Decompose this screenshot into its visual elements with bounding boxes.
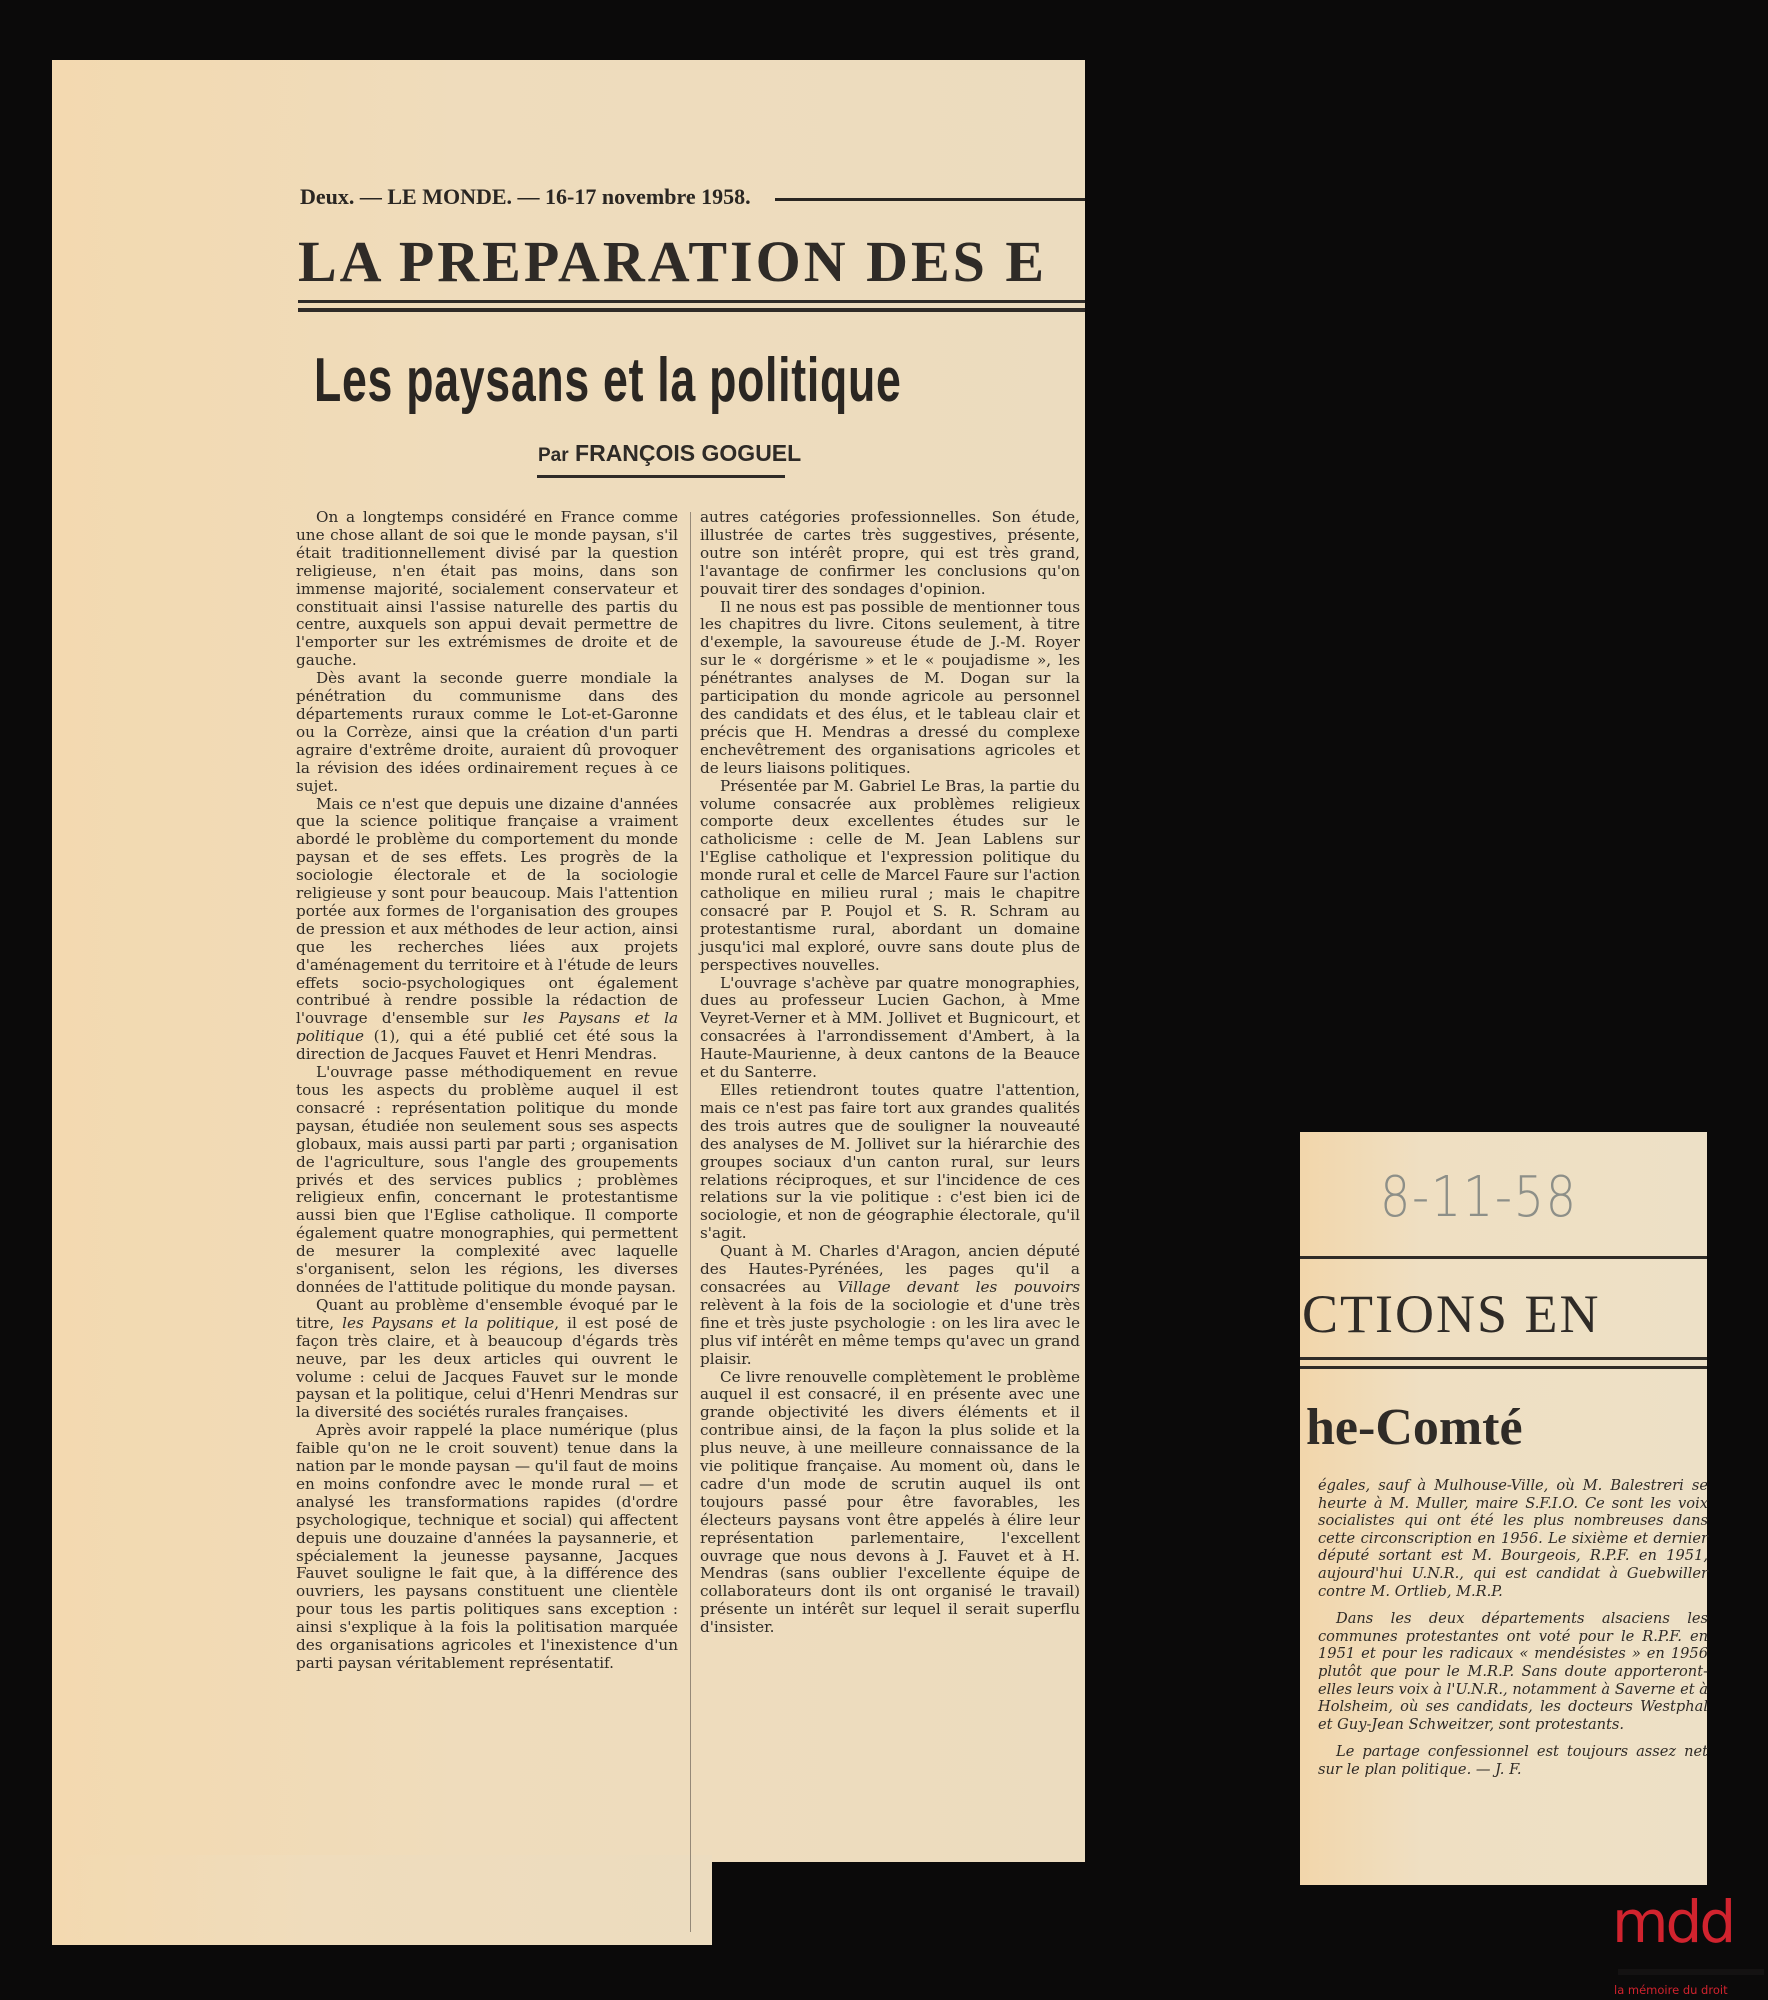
paragraph: Après avoir rappelé la place numérique (plus faible qu'on ne le croit souvent) tenue dans la nation par le monde paysan — qu'il faut de moins en moins confondre avec le monde rural — et analysé les transformations rapides (d'ordre psychologique, technique et social) qui affectent depuis une douzaine d'années la paysannerie, et spécialement la jeunesse paysanne, Jacques Fauvet souligne le fait que, à la différence des ouvriers, les paysans constituent une clientèle pour tous les partis politiques sans exception : ainsi s'explique à la fois la politisation marquée des organisations agricoles et l'inexistence d'un parti paysan véritablement représentatif. bbox=[296, 1421, 678, 1672]
right-section-title: CTIONS EN bbox=[1302, 1284, 1601, 1344]
paragraph: Dans les deux départements alsaciens les communes protestantes ont voté pour le R.P.F. en 1951 et pour les radicaux « mendésistes » en 1956 plutôt que pour le M.R.P. Sans doute apporteront-elles leurs voix à l'U.N.R., notamment à Saverne et à Holsheim, où ses candidats, les docteurs Westphal et Guy-Jean Schweitzer, sont protestants. bbox=[1318, 1610, 1708, 1733]
byline bbox=[538, 440, 801, 467]
logo-bar bbox=[1618, 1969, 1764, 1975]
right-headline: he-Comté bbox=[1306, 1399, 1523, 1456]
logo-tagline: la mémoire du droit bbox=[1614, 1983, 1728, 1997]
paragraph: Mais ce n'est que depuis une dizaine d'années que la science politique française a vraiment abordé le problème du comportement du monde paysan et de ses effets. Les progrès de la sociologie électorale et de la sociologie religieuse y sont pour beaucoup. Mais l'attention portée aux formes de l'organisation des groupes de pression et aux méthodes de leur action, ainsi que les recherches liées aux projets d'aménagement du territoire et à l'étude de leurs effets socio-psychologiques ont également contribué à rendre possible la rédaction de l'ouvrage d'ensemble sur les Paysans et la politique (1), qui a été publié cet été sous la direction de Jacques Fauvet et Henri Mendras. bbox=[296, 794, 678, 1064]
main-newspaper-clipping-bottom bbox=[52, 1855, 712, 1945]
byline-prefix: Par bbox=[538, 445, 569, 466]
handwritten-date: 8-11-58 bbox=[1380, 1165, 1578, 1230]
paragraph: Quant au problème d'ensemble évoqué par le titre, les Paysans et la politique, il est posé de façon très claire, et à beaucoup d'égards très neuve, par les deux articles qui ouvrent le volume : celui de Jacques Fauvet sur le monde paysan et la politique, celui d'Henri Mendras sur la diversité des sociétés rurales françaises. bbox=[296, 1295, 678, 1422]
book-title: les Paysans et la politique bbox=[296, 1009, 678, 1046]
column-divider bbox=[690, 512, 691, 1932]
book-title: les Paysans et la politique bbox=[342, 1313, 555, 1332]
right-rule-top bbox=[1300, 1256, 1707, 1259]
paragraph: On a longtemps considéré en France comme une chose allant de soi que le monde paysan, s'il était traditionnellement divisé par la question religieuse, n'en était pas moins, dans son immense majorité, socialement conservateur et constituait ainsi l'assise naturelle des partis du centre, auxquels son appui devait permettre de l'emporter sur les extrémismes de droite et de gauche. bbox=[296, 508, 678, 670]
paragraph: Présentée par M. Gabriel Le Bras, la partie du volume consacrée aux problèmes religieux comporte deux excellentes études sur le catholicisme : celle de M. Jean Lablens sur l'Eglise catholique et l'expression politique du monde rural et celle de Marcel Faure sur l'action catholique en milieu rural ; mais le chapitre consacré par P. Poujol et S. R. Schram au protestantisme rural, abordant un domaine jusqu'ici mal exploré, ouvre sans doute plus de perspectives nouvelles. bbox=[700, 776, 1080, 974]
paragraph: L'ouvrage s'achève par quatre monographies, dues au professeur Lucien Gachon, à Mme Veyret-Verner et à MM. Jollivet et Bugnicourt, et consacrées à l'arrondissement d'Ambert, à la Haute-Maurienne, à deux cantons de la Beauce et du Santerre. bbox=[700, 973, 1080, 1082]
section-rule-bottom bbox=[298, 308, 1085, 312]
dateline: Deux. — LE MONDE. — 16-17 novembre 1958. bbox=[300, 184, 751, 209]
paragraph: Elles retiendront toutes quatre l'attention, mais ce n'est pas faire tort aux grandes qualités des trois autres que de souligner la nouveauté des analyses de M. Jollivet sur la hiérarchie des groupes sociaux d'un canton rural, sur leurs relations réciproques, et sur l'incidence de ces relations sur la vie politique : c'est bien ici de sociologie, et non de géographie électorale, qu'il s'agit. bbox=[700, 1081, 1080, 1243]
book-title: Village devant les pouvoirs bbox=[837, 1277, 1081, 1296]
mdd-logo bbox=[1612, 1888, 1768, 2000]
right-article-text bbox=[1318, 1477, 1708, 1789]
section-rule-top bbox=[298, 300, 1085, 303]
paragraph: Ce livre renouvelle complètement le problème auquel il est consacré, il en présente avec une grande objectivité les divers éléments et il contribue ainsi, de la façon la plus solide et la plus neuve, à une meilleure connaissance de la vie politique française. Au moment où, dans le cadre d'un mode de scrutin auquel ils ont toujours passé pour être favorables, les électeurs paysans vont être appelés à élire leur représentation parlementaire, l'excellent ouvrage que nous devons à J. Fauvet et à H. Mendras (sans oublier l'excellente équipe de collaborateurs dont ils ont organisé le travail) présente un intérêt sur lequel il serait superflu d'insister. bbox=[700, 1367, 1080, 1637]
article-column-1 bbox=[296, 509, 678, 1673]
article-column-2 bbox=[700, 509, 1080, 1637]
paragraph: Le partage confessionnel est toujours assez net sur le plan politique. — J. F. bbox=[1318, 1743, 1708, 1778]
paragraph: autres catégories professionnelles. Son étude, illustrée de cartes très suggestives, présente, outre son intérêt propre, qui est très grand, l'avantage de confirmer les conclusions qu'on pouvait tirer des sondages d'opinion. bbox=[700, 508, 1080, 598]
byline-rule bbox=[537, 475, 785, 478]
paragraph: Dès avant la seconde guerre mondiale la pénétration du communisme dans des départements ruraux comme le Lot-et-Garonne ou la Corrèze, ainsi que la création d'un parti agraire d'extrême droite, auraient dû provoquer la révision des idées ordinairement reçues à ce sujet. bbox=[296, 669, 678, 795]
paragraph: Il ne nous est pas possible de mentionner tous les chapitres du livre. Citons seulement, à titre d'exemple, la savoureuse étude de J.-M. Royer sur le « dorgérisme » et le « poujadisme », les pénétrantes analyses de M. Dogan sur la participation du monde agricole au personnel des candidats et des élus, et le tableau clair et précis que H. Mendras a dressé du complexe enchevêtrement des organisations agricoles et de leurs liaisons politiques. bbox=[700, 597, 1080, 777]
article-headline: Les paysans et la politique bbox=[314, 346, 902, 415]
right-rule-bottom bbox=[1300, 1366, 1707, 1369]
paragraph: L'ouvrage passe méthodiquement en revue tous les aspects du problème auquel il est consacré : représentation politique du monde paysan, étudiée non seulement sous ses aspects globaux, mais aussi parti par parti ; organisation de l'agriculture, sous l'angle des groupements privés et des services publics ; problèmes religieux enfin, concernant le protestantisme aussi bien que l'Eglise catholique. Il comporte également quatre monographies, qui permettent de mesurer la complexité avec laquelle s'organisent, selon les régions, les diverses données de l'attitude politique du monde paysan. bbox=[296, 1063, 678, 1296]
byline-author: FRANÇOIS GOGUEL bbox=[575, 440, 802, 466]
paragraph: Quant à M. Charles d'Aragon, ancien député des Hautes-Pyrénées, les pages qu'il a consacrées au Village devant les pouvoirs relèvent à la fois de la sociologie et d'une très fine et très juste psychologie : on les lira avec le plus vif intérêt en même temps qu'avec un grand plaisir. bbox=[700, 1242, 1081, 1368]
logo-mark: mdd bbox=[1612, 1888, 1734, 1956]
paragraph: égales, sauf à Mulhouse-Ville, où M. Balestreri se heurte à M. Muller, maire S.F.I.O. Ce sont les voix socialistes qui ont été les plus nombreuses dans cette circonscription en 1956. Le sixième et dernier député sortant est M. Bourgeois, R.P.F. en 1951, aujourd'hui U.N.R., qui est candidat à Guebwiller contre M. Ortlieb, M.R.P. bbox=[1318, 1477, 1708, 1600]
right-rule-mid bbox=[1300, 1357, 1707, 1360]
section-title: LA PREPARATION DES E bbox=[298, 229, 1048, 294]
dateline-rule bbox=[775, 198, 1085, 201]
